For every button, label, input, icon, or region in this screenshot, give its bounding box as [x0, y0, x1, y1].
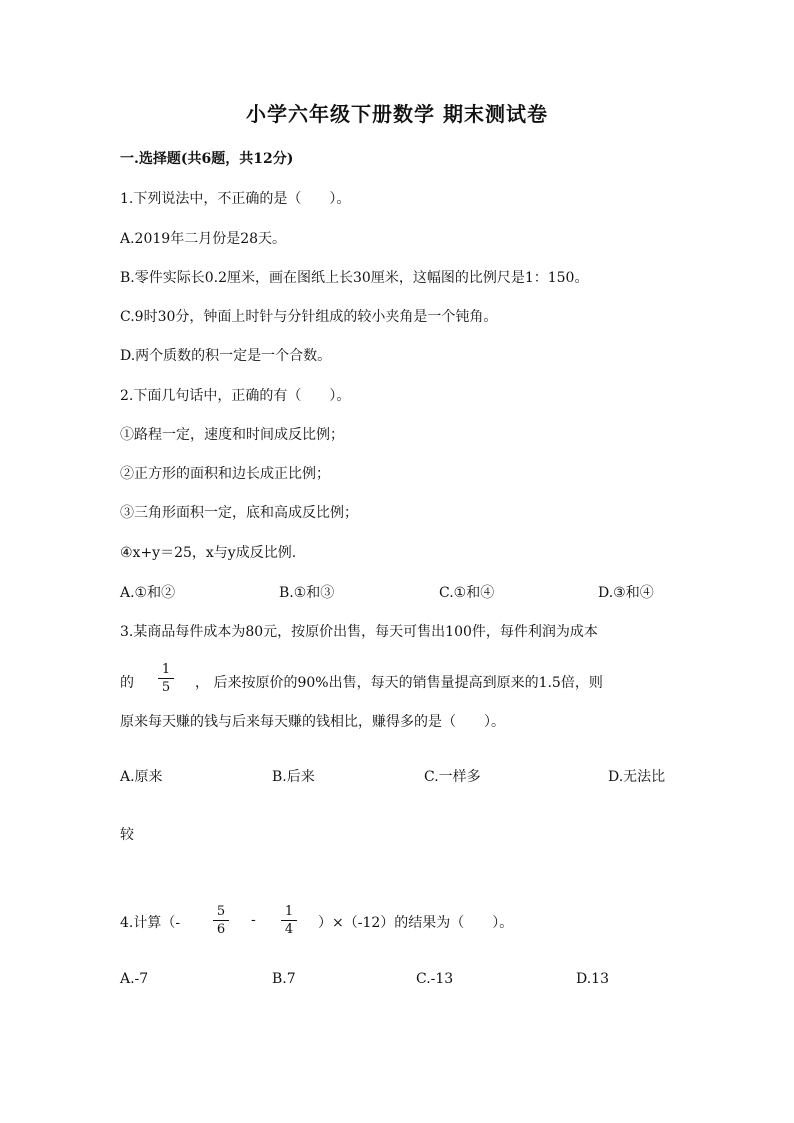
q1-option-d: D.两个质数的积一定是一个合数。 — [120, 348, 332, 364]
q4-option-b: B.7 — [272, 971, 296, 987]
q3-fraction-numerator: 1 — [161, 662, 171, 677]
q3-line-2-suffix: ， 后来按原价的90%出售，每天的销售量提高到原来的1.5倍，则 — [195, 675, 603, 691]
q2-option-d: D.③和④ — [598, 585, 654, 601]
q4-minus: - — [251, 912, 256, 928]
q4-option-a: A.-7 — [120, 971, 149, 987]
q3-fraction — [158, 662, 174, 695]
q2-option-c: C.①和④ — [439, 585, 495, 601]
q3-option-d: D.无法比 — [608, 769, 666, 785]
section-header: 一.选择题(共6题，共12分) — [120, 151, 294, 167]
q4-fraction-1-bar — [213, 920, 229, 921]
q3-option-d-wrap: 较 — [120, 827, 134, 843]
q1-option-a: A.2019年二月份是28天。 — [120, 231, 287, 247]
q3-fraction-bar — [158, 678, 174, 679]
q1-option-c: C.9时30分，钟面上时针与分针组成的较小夹角是一个钝角。 — [120, 309, 498, 325]
q2-statement-2: ②正方形的面积和边长成正比例； — [120, 466, 330, 482]
q4-fraction-2-numerator: 1 — [284, 904, 294, 919]
q4-option-c: C.-13 — [416, 971, 454, 987]
q4-suffix: ）×（-12）的结果为（ ）。 — [318, 915, 514, 931]
q3-line-1: 3.某商品每件成本为80元，按原价出售，每天可售出100件，每件利润为成本 — [120, 624, 598, 640]
q3-line-3: 原来每天赚的钱与后来每天赚的钱相比，赚得多的是（ ）。 — [120, 714, 505, 730]
q3-option-a: A.原来 — [120, 769, 163, 785]
page-title: 小学六年级下册数学 期末测试卷 — [246, 102, 548, 126]
q2-statement-4: ④x+y＝25，x与y成反比例. — [120, 545, 297, 561]
q2-stem: 2.下面几句话中，正确的有（ ）。 — [120, 388, 351, 404]
q1-stem: 1.下列说法中，不正确的是（ ）。 — [120, 191, 351, 207]
q2-option-b: B.①和③ — [279, 585, 335, 601]
q4-fraction-1 — [213, 904, 229, 937]
q4-fraction-2-bar — [281, 920, 297, 921]
q4-prefix: 4.计算（- — [120, 915, 181, 931]
q1-option-b: B.零件实际长0.2厘米，画在图纸上长30厘米，这幅图的比例尺是1：150。 — [120, 270, 589, 286]
q2-statement-3: ③三角形面积一定，底和高成反比例； — [120, 505, 358, 521]
q3-option-b: B.后来 — [272, 769, 315, 785]
q2-statement-1: ①路程一定，速度和时间成反比例； — [120, 427, 344, 443]
q3-fraction-denominator: 5 — [161, 680, 171, 695]
q4-fraction-1-numerator: 5 — [216, 904, 226, 919]
q4-fraction-2 — [281, 904, 297, 937]
q4-fraction-1-denominator: 6 — [216, 922, 226, 937]
q4-option-d: D.13 — [576, 971, 609, 987]
q3-option-c: C.一样多 — [424, 769, 481, 785]
q3-line-2-prefix: 的 — [120, 675, 134, 691]
q2-option-a: A.①和② — [120, 585, 176, 601]
q4-fraction-2-denominator: 4 — [284, 922, 294, 937]
